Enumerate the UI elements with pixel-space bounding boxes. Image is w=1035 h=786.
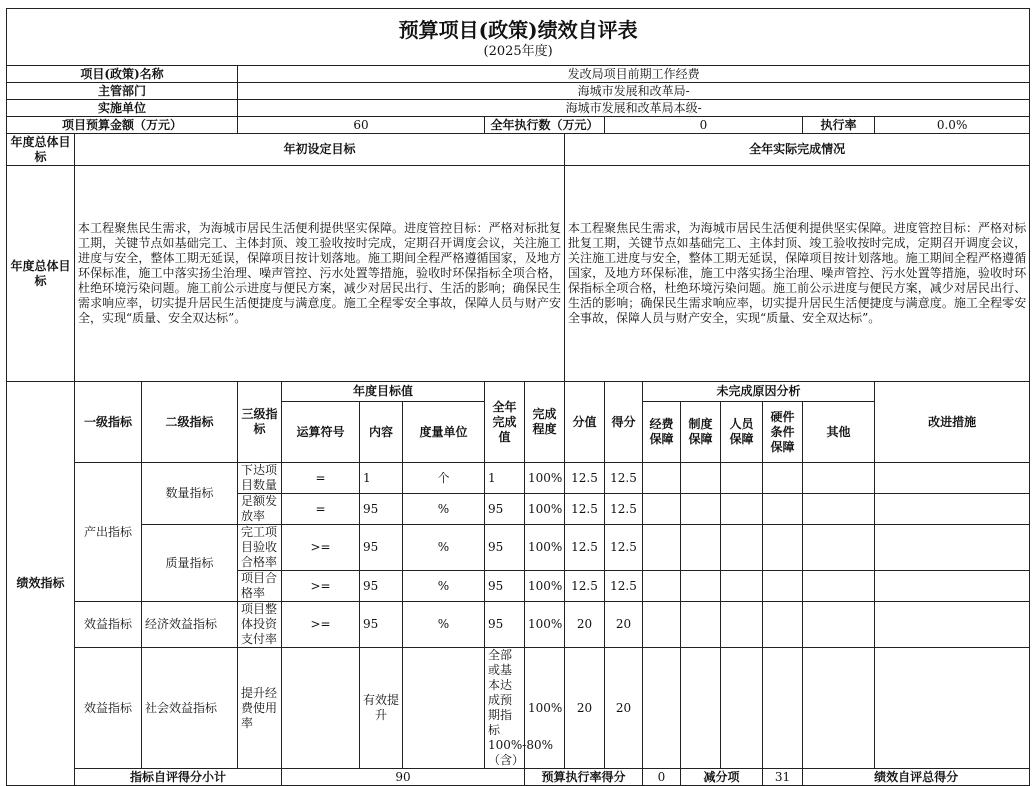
row-completion: 100% [525,602,565,648]
row-score-value: 12.5 [565,571,605,602]
row-level3: 项目整体投资支付率 [238,602,282,648]
row-completion: 100% [525,494,565,525]
social-indicator-label: 社会效益指标 [142,648,238,769]
col-other: 其他 [803,402,875,463]
total-label: 绩效自评总得分 [803,769,1030,786]
subtotal-label: 指标自评得分小计 [75,769,282,786]
col-target-group: 年度目标值 [282,382,485,402]
goal-row-label-top: 年度总体目标 [7,134,75,166]
budget-rate-score-value: 0 [643,769,681,786]
economic-indicator-label: 经济效益指标 [142,602,238,648]
col-content: 内容 [360,402,403,463]
initial-goal-text: 本工程聚焦民生需求，为海城市居民生活便利提供坚实保障。进度管控目标：严格对标批复工期，关键节点如基础完工、主体封顶、竣工验收按时完成，定期召开调度会议，关注施工进度与安全，整体工期无延误，保障项目按计划落地。施工期间全程严格遵循国家，及地方环保标准，施工中落实扬尘治理、噪声管控、污水处置等措施，验收时环保指标全项合格，杜绝环境污染问题。施工前公示进度与便民方案，减少对居民出行、生活的影响；确保民生需求响应率，切实提升居民生活便捷度与满意度。施工全程零安全事故，保障人员与财产安全，实现“质量、安全双达标”。 [75,166,565,382]
rate-value: 0.0% [875,117,1030,134]
col-reason-group: 未完成原因分析 [643,382,875,402]
col-actual: 全年完成值 [485,382,525,463]
row-content: 1 [360,463,403,494]
row-unit: % [403,525,485,571]
col-funding: 经费保障 [643,402,681,463]
row-content: 95 [360,571,403,602]
deduct-label: 减分项 [681,769,763,786]
row-unit: 个 [403,463,485,494]
row-actual: 全部或基本达成预期指标100%-80%（含） [485,648,525,769]
unit-label: 实施单位 [7,100,238,117]
row-content: 95 [360,525,403,571]
col-unit: 度量单位 [403,402,485,463]
rate-label: 执行率 [803,117,875,134]
row-operator: = [282,494,360,525]
row-level3: 足额发放率 [238,494,282,525]
deduct-value: 31 [763,769,803,786]
dept-value: 海城市发展和改革局- [238,83,1030,100]
row-score-value: 12.5 [565,494,605,525]
dept-label: 主管部门 [7,83,238,100]
row-score: 12.5 [605,463,643,494]
actual-goal-header: 全年实际完成情况 [565,134,1030,166]
budget-rate-score-label: 预算执行率得分 [525,769,643,786]
row-actual: 95 [485,602,525,648]
subtotal-value: 90 [282,769,525,786]
row-unit: % [403,494,485,525]
row-actual: 95 [485,525,525,571]
col-completion: 完成程度 [525,382,565,463]
actual-goal-text: 本工程聚焦民生需求，为海城市居民生活便利提供坚实保障。进度管控目标：严格对标批复工期，关键节点如基础完工、主体封顶、竣工验收按时完成，定期召开调度会议，关注施工进度与安全，整体工期无延误，保障项目按计划落地。施工期间全程严格遵循国家，及地方环保标准，施工中落实扬尘治理、噪声管控、污水处置等措施，验收时环保指标全项合格，杜绝环境污染问题。施工前公示进度与便民方案，减少对居民出行、生活的影响；确保民生需求响应率，切实提升居民生活便捷度与满意度。施工全程零安全事故，保障人员与财产安全，实现“质量、安全双达标”。 [565,166,1030,382]
quality-indicator-label: 质量指标 [142,525,238,602]
exec-label: 全年执行数（万元） [485,117,605,134]
project-name-label: 项目(政策)名称 [7,66,238,83]
row-unit: % [403,571,485,602]
quantity-indicator-label: 数量指标 [142,463,238,525]
row-content: 有效提升 [360,648,403,769]
row-score-value: 20 [565,648,605,769]
row-completion: 100% [525,525,565,571]
exec-value: 0 [605,117,803,134]
row-operator: >= [282,602,360,648]
row-unit [403,648,485,769]
row-actual: 95 [485,494,525,525]
benefit-indicator-label: 效益指标 [75,602,142,648]
budget-value: 60 [238,117,485,134]
row-operator: = [282,463,360,494]
col-improve: 改进措施 [875,382,1030,463]
row-level3: 下达项目数量 [238,463,282,494]
page-title: 预算项目(政策)绩效自评表 [398,18,638,42]
row-level3: 项目合格率 [238,571,282,602]
initial-goal-header: 年初设定目标 [75,134,565,166]
output-indicator-label: 产出指标 [75,463,142,602]
evaluation-table [6,8,1030,786]
year-subtitle: (2025年度) [483,44,553,59]
row-completion: 100% [525,571,565,602]
col-level3: 三级指标 [238,382,282,463]
row-operator: >= [282,571,360,602]
row-completion: 100% [525,463,565,494]
row-content: 95 [360,602,403,648]
col-level2: 二级指标 [142,382,238,463]
row-score-value: 20 [565,602,605,648]
row-score: 20 [605,602,643,648]
row-operator: >= [282,525,360,571]
row-score-value: 12.5 [565,525,605,571]
row-actual: 95 [485,571,525,602]
unit-value: 海城市发展和改革局本级- [238,100,1030,117]
col-hardware: 硬件条件保障 [763,402,803,463]
col-score-value: 分值 [565,382,605,463]
row-score: 12.5 [605,494,643,525]
goal-row-label: 年度总体目标 [7,166,75,382]
col-level1: 一级指标 [75,382,142,463]
row-level3: 完工项目验收合格率 [238,525,282,571]
row-actual: 1 [485,463,525,494]
col-operator: 运算符号 [282,402,360,463]
row-operator [282,648,360,769]
indicator-section-label: 绩效指标 [7,382,75,786]
row-score: 12.5 [605,525,643,571]
row-level3: 提升经费使用率 [238,648,282,769]
title-cell [7,9,1030,66]
col-score: 得分 [605,382,643,463]
row-content: 95 [360,494,403,525]
row-score-value: 12.5 [565,463,605,494]
row-completion: 100% [525,648,565,769]
col-staff: 人员保障 [721,402,763,463]
project-name-value: 发改局项目前期工作经费 [238,66,1030,83]
budget-label: 项目预算金额（万元） [7,117,238,134]
col-system: 制度保障 [681,402,721,463]
row-unit: % [403,602,485,648]
benefit-indicator-label-2: 效益指标 [75,648,142,769]
row-score: 12.5 [605,571,643,602]
row-score: 20 [605,648,643,769]
